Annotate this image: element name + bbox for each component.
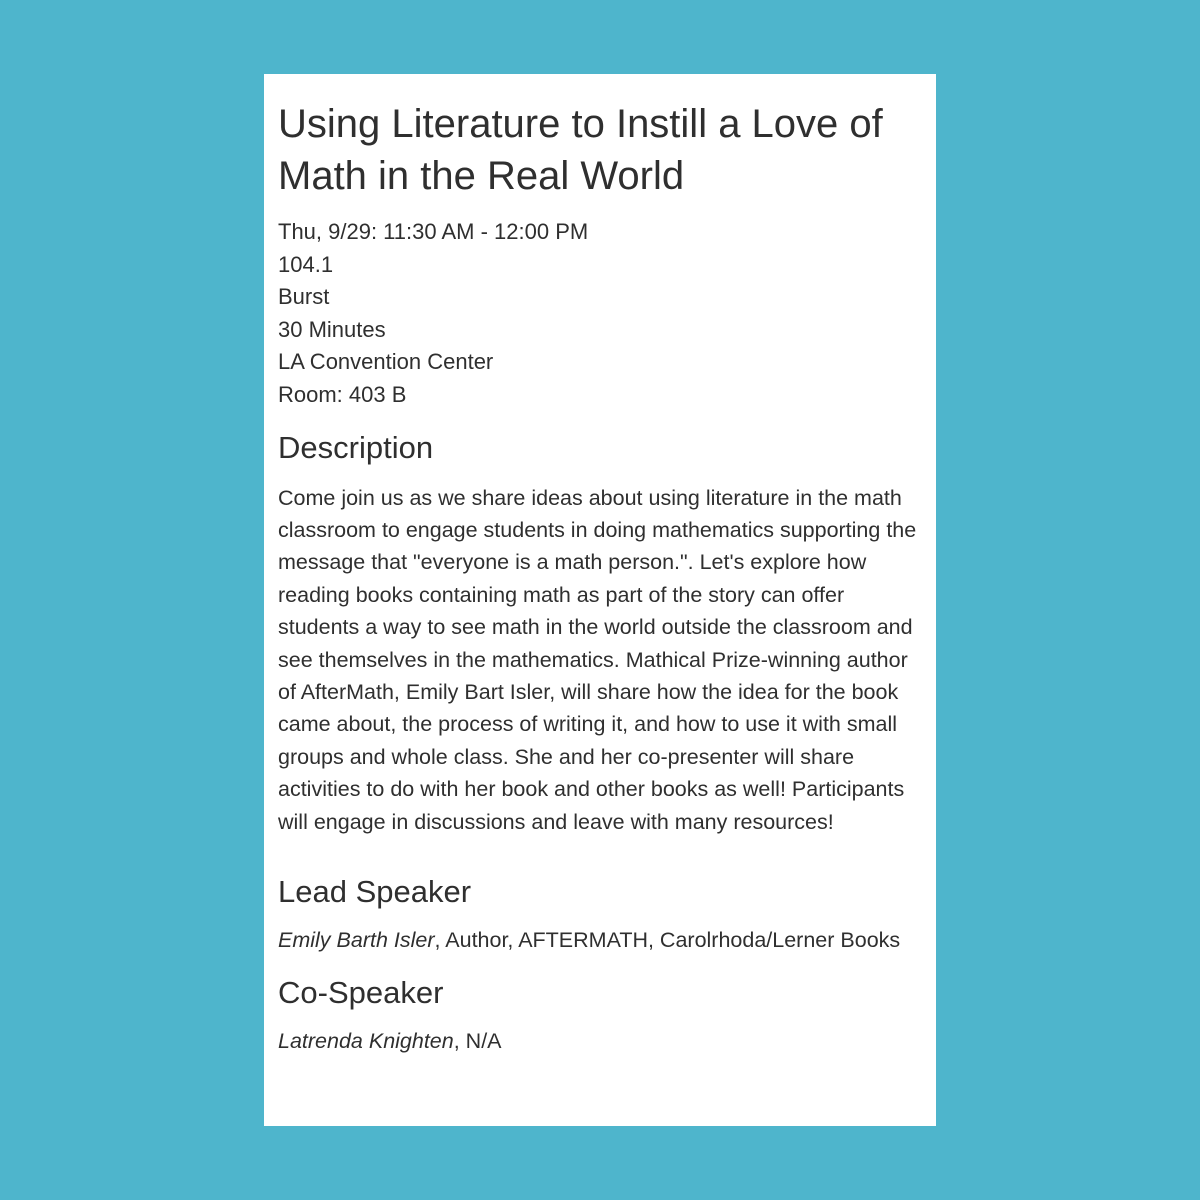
session-duration: 30 Minutes xyxy=(278,316,386,342)
session-format: Burst xyxy=(278,284,330,310)
co-speaker-heading: Co-Speaker xyxy=(278,975,444,1011)
co-speaker-name: Latrenda Knighten xyxy=(278,1029,454,1054)
session-meta xyxy=(278,216,922,412)
lead-speaker-name: Emily Barth Isler xyxy=(278,928,435,953)
session-card xyxy=(264,74,936,1126)
lead-speaker-affiliation: , Author, AFTERMATH, Carolrhoda/Lerner Books xyxy=(434,928,901,953)
description-text: Come join us as we share ideas about using literature in the math classroom to engage students in doing mathematics supporting the message that "everyone is a math person.". Let's explore how reading books containing math as part of the story can offer students a way to see math in the world outside the classroom and see themselves in the mathematics. Mathical Prize-winning author of AfterMath, Emily Bart Isler, will share how the idea for the book came about, the process of writing it, and how to use it with small groups and whole class. She and her co-presenter will share activities to do with her book and other books as well! Participants will engage in discussions and leave with many resources! xyxy=(278,485,917,834)
co-speaker-entry xyxy=(278,1025,922,1058)
co-speaker-affiliation: , N/A xyxy=(453,1029,502,1054)
session-venue: LA Convention Center xyxy=(278,349,494,375)
lead-speaker-heading: Lead Speaker xyxy=(278,874,472,910)
session-room: Room: 403 B xyxy=(278,381,407,407)
lead-speaker-entry xyxy=(278,924,922,957)
description-heading: Description xyxy=(278,429,434,465)
session-title: Using Literature to Instill a Love of Math in the Real World xyxy=(278,102,883,198)
session-code: 104.1 xyxy=(278,251,334,277)
session-datetime: Thu, 9/29: 11:30 AM - 12:00 PM xyxy=(278,219,589,244)
